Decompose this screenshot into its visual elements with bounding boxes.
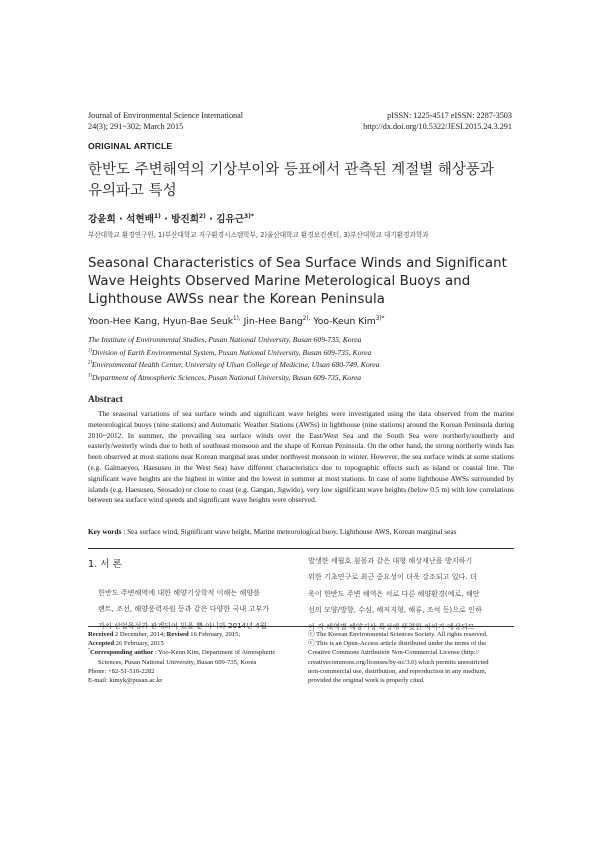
footnote-divider xyxy=(88,626,514,627)
keywords-label: Key words xyxy=(88,527,122,536)
korean-author: 강윤희 xyxy=(88,214,116,225)
english-title-line: Seasonal Characteristics of Sea Surface Winds and Significant xyxy=(88,256,507,271)
english-authors xyxy=(88,316,384,327)
email-link[interactable]: E-mail: kimyk@pusan.ac.kr xyxy=(88,677,163,685)
english-author: Jin-Hee Bang xyxy=(243,316,303,327)
section-divider xyxy=(88,548,514,549)
section-heading: 1. 서 론 xyxy=(88,559,122,570)
journal-identifiers xyxy=(363,110,512,132)
korean-author: 방진희 xyxy=(171,214,199,225)
copyright-notice: ⓒ The Korean Environmental Sciences Society. All rights reserved. ⓒ This is an Open-Access article distributed under the terms of the Creative Commons Attribution Non-Commercial License (http:// creativecommons.org/licenses/by-nc/3.0) which permits unrestricted non-commercial use, distribution, and reproduction in any medium, provided the original work is properly cited. xyxy=(308,630,516,685)
body-column-right xyxy=(308,553,514,635)
author-mark: 1), xyxy=(233,315,241,322)
article-history: Received 2 December, 2014; Revised 16 February, 2015; Accepted 26 February, 2015 *Corresponding author : Yoo-Keun Kim, Department of Atmospheric Sciences, Pusan National University, Busan 609-735, Korea Phone: +82-51-510-2282 E-mail: kimyk@pusan.ac.kr xyxy=(88,630,298,685)
doi-link[interactable]: http://dx.doi.org/10.5322/JESI.2015.24.3.291 xyxy=(363,122,512,131)
affiliation-line: $^{2)}$Environmental Health Center, University of Ulsan College of Medicine, Ulsan 680-749, Korea xyxy=(88,360,380,369)
affiliation-line: $^{3)}$Department of Atmospheric Sciences, Pusan National University, Busan 609-735, Korea xyxy=(88,372,362,382)
korean-affiliation: 부산대학교 환경연구원, 1)부산대학교 지구환경시스템학부, 2)울산대학교 환경보건센터, 3)부산대학교 대기환경과학과 xyxy=(88,231,429,239)
body-line: 가치 산업육성과 관계되어 있을 뿐 아니라 2014년 4월 xyxy=(98,620,267,630)
english-title-line: Lighthouse AWSs near the Korean Peninsula xyxy=(88,292,386,307)
body-line: 한반도 주변해역에 대한 해양기상학적 이해는 해양플 xyxy=(98,588,261,597)
korean-title-line: 유의파고 특성 xyxy=(88,183,177,199)
journal-citation xyxy=(88,110,243,132)
korean-title-line: 한반도 주변해역의 기상부이와 등표에서 관측된 계절별 해상풍과 xyxy=(88,162,494,178)
article-type: ORIGINAL ARTICLE xyxy=(88,141,173,151)
korean-authors: 강윤희 · 석현배$^{1)}$ · 방진희$^{2)}$ · 김유근$^{3)*}$ xyxy=(88,212,254,225)
author-mark: 2), xyxy=(302,315,311,322)
korean-author: 김유근 xyxy=(216,214,244,225)
keywords xyxy=(88,527,518,536)
english-title xyxy=(88,255,518,309)
license-link[interactable]: creativecommons.org/licenses/by-nc/3.0) which permits unrestricted xyxy=(308,658,489,666)
abstract-text: The seasonal variations of sea surface winds and significant wave heights were investigated using the data observed from the marine meteorological buoys (nine stations) and Automatic Weather Stations (AWSs) in lighthouse (nine stations) around the Korean Peninsula during 2010~2012. In summer, the prevailing sea surface winds over the East/West Sea and the South Sea were northerly/southerly and easterly/westerly winds due to both of southeast monsoon and the shape of Korean Peninsula. On the other hand, the strong northerly winds has been observed at most stations near Korean marginal seas under northwest monsoon in winter. However, the sea surface winds at some stations (e.g. Galmaeyeo, Haesuseo in the West Sea) have different characteristics due to topographic effects such as island or coastal line. The significant wave heights are the highest in winter and the lowest in summer at most stations. In case of some lighthouse AWSs surrounded by islands (e.g. Haesuseo, Seosado) or close to coast (e.g. Gangan, Jigwido), very low significant wave heights (below 0.5 m) with low correlations between sea surface wind speeds and significant wave heights were observed. xyxy=(88,409,514,505)
english-affiliations xyxy=(88,334,518,384)
author-mark: 3)* xyxy=(244,212,254,220)
english-author: Yoon-Hee Kang, xyxy=(88,316,160,327)
english-title-line: Wave Heights Observed Marine Meterological Buoys and xyxy=(88,274,471,289)
korean-title xyxy=(88,160,518,202)
author-mark: 3)* xyxy=(375,315,385,322)
affiliation-line: The Institute of Environmental Studies, Pusan National University, Busan 609-735, Korea xyxy=(88,335,362,344)
body-line: 욱이 한반도 주변 해역은 서로 다른 해양환경(예로, 해안 xyxy=(308,588,480,598)
body-line: 위한 기초연구로 최근 중요성이 더욱 강조되고 있다. 더 xyxy=(308,572,477,582)
abstract-heading: Abstract xyxy=(88,395,123,405)
phone: Phone: +82-51-510-2282 xyxy=(88,667,155,675)
journal-volume: 24(3); 291~302; March 2015 xyxy=(88,122,184,131)
corresponding-author: *Corresponding author : Yoo-Keun Kim, Department of Atmospheric xyxy=(88,647,276,657)
body-line: 선의 모양/방향, 수심, 해저지형, 해류, 조석 등)으로 인하 xyxy=(308,605,482,615)
korean-author: 석현배 xyxy=(126,214,154,225)
body-line: 랜트, 조선, 해양풍력자원 등과 같은 다양한 국내 고부가 xyxy=(98,604,270,614)
body-line: 발생한 세월호 침몰과 같은 대형 해상재난을 방지하기 xyxy=(308,556,473,565)
affiliation-line: $^{1)}$Division of Earth Environmental System, Pusan National University, Busan 609-735, Korea xyxy=(88,347,372,357)
journal-name: Journal of Environmental Science International xyxy=(88,111,244,120)
author-mark: 1) xyxy=(153,212,161,220)
english-author: Hyun-Bae Seuk xyxy=(162,316,234,327)
body-line: 여 각 해역별 해양기상 특성에 뚜렷한 차이가 예상되므 xyxy=(308,621,475,631)
author-mark: 2) xyxy=(198,212,206,220)
english-author: Yoo-Keun Kim xyxy=(313,316,376,327)
issn: pISSN: 1225-4517 eISSN: 2287-3503 xyxy=(387,111,512,120)
keywords-text: : Sea surface wind, Significant wave height, Marine meteorological buoy, Lighthouse AWS, Korean marginal seas xyxy=(121,527,457,536)
